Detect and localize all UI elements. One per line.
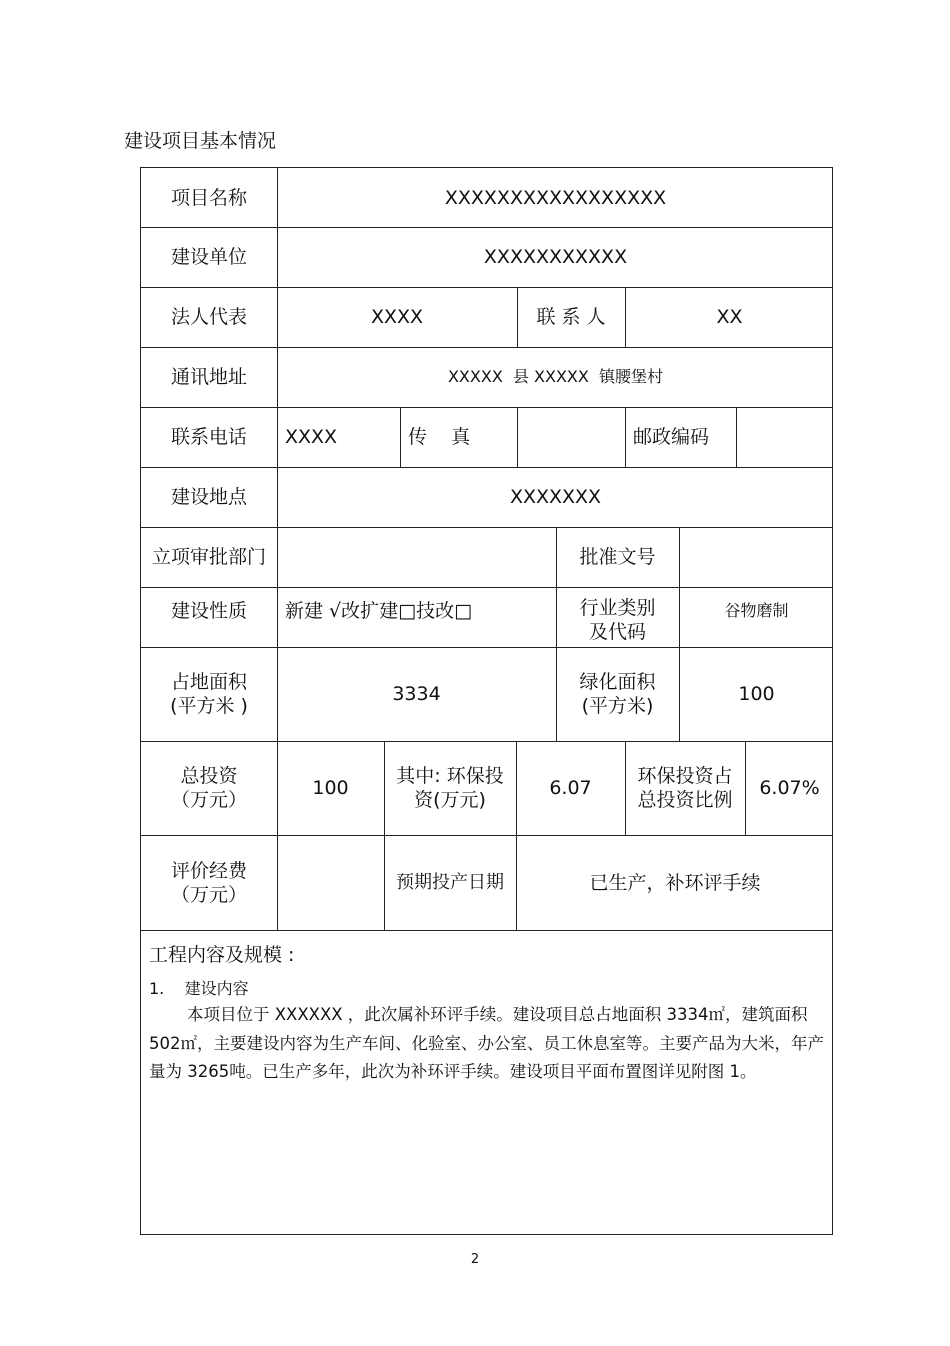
approval-doc-value: [679, 527, 834, 587]
row-divider: [141, 930, 832, 931]
scope-body: 本项目位于 XXXXXX ，此次属补环评手续。建设项目总占地面积 3334㎡，建筑面积 502㎡，主要建设内容为生产车间、化验室、办公室、员工休息室等。主要产品为大米，年产量为 3265吨。已生产多年，此次为补环评手续。建设项目平面布置图详见附图 1。: [149, 1005, 824, 1081]
approval-doc-label: 批准文号: [579, 546, 656, 568]
page-number: 2: [470, 1252, 480, 1267]
approval-dept-value: [277, 527, 556, 587]
project-name-label: 项目名称: [170, 186, 247, 209]
construction-unit-value: XXXXXXXXXXX: [483, 246, 628, 268]
investment-label: 总投资 （万元）: [170, 765, 247, 811]
scope-title: 工程内容及规模 :: [149, 944, 295, 966]
green-area-value: 100: [738, 683, 775, 705]
postcode-label: 邮政编码: [633, 426, 710, 448]
site-value: XXXXXXX: [509, 486, 602, 508]
env-investment-value: 6.07: [549, 777, 592, 799]
address-value: XXXXX 县 XXXXX 镇腰堡村: [447, 367, 664, 386]
section-heading: 建设项目基本情况: [124, 130, 277, 152]
nature-label: 建设性质: [170, 600, 247, 622]
env-ratio-label: 环保投资占 总投资比例: [637, 765, 733, 811]
fax-value: [517, 407, 625, 467]
fee-label: 评价经费 （万元）: [170, 859, 247, 906]
production-date-value: 已生产，补环评手续: [589, 871, 761, 894]
scope-subtitle: 1. 建设内容: [149, 979, 249, 998]
env-investment-label: 其中: 环保投 资(万元): [396, 765, 504, 811]
contact-person-label: 联 系 人: [536, 306, 606, 328]
phone-label: 联系电话: [170, 426, 247, 448]
legal-rep-label: 法人代表: [170, 306, 247, 328]
area-value: 3334: [392, 683, 441, 705]
industry-label: 行业类别 及代码: [579, 597, 656, 643]
production-date-label: 预期投产日期: [396, 871, 504, 893]
site-label: 建设地点: [170, 486, 247, 508]
construction-unit-label: 建设单位: [170, 246, 247, 268]
area-label: 占地面积 (平方米 ): [170, 671, 248, 717]
fax-label: 传 真: [408, 426, 471, 448]
address-label: 通讯地址: [170, 366, 247, 388]
green-area-label: 绿化面积 (平方米): [579, 671, 656, 717]
project-name-value: XXXXXXXXXXXXXXXXX: [444, 186, 667, 209]
phone-value: XXXX: [285, 426, 338, 448]
nature-value: 新建 √改扩建□技改□: [285, 600, 473, 622]
industry-value: 谷物磨制: [724, 601, 789, 620]
legal-rep-value: XXXX: [370, 306, 424, 328]
investment-value: 100: [312, 777, 349, 799]
env-ratio-value: 6.07%: [759, 777, 820, 799]
fee-value: [277, 835, 384, 930]
contact-person-value: XX: [716, 306, 743, 328]
postcode-value: [736, 407, 834, 467]
project-info-form: [140, 167, 833, 1235]
approval-dept-label: 立项审批部门: [151, 546, 266, 568]
